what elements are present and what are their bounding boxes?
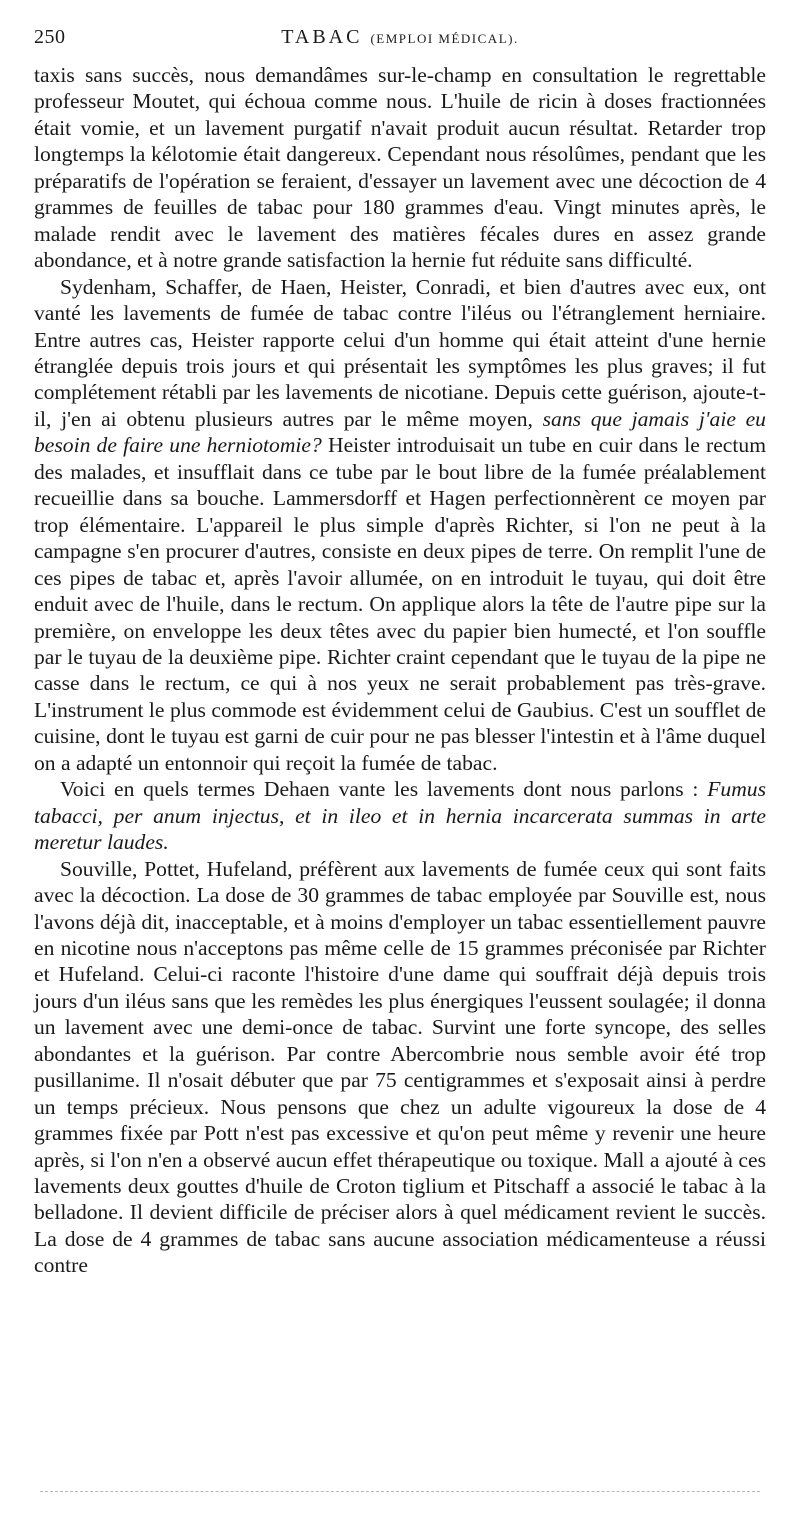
body-text [34, 62, 766, 1279]
footer-rule [40, 1491, 760, 1492]
paragraph-text: Souville, Pottet, Hufeland, préfèrent aux lavements de fumée ceux qui sont faits avec la décoction. La dose de 30 grammes de tabac employée par Souville est, nous l'avons déjà dit, inacceptable, et à moins d'employer un tabac essentiellement pauvre en nicotine nous n'acceptons pas même celle de 15 grammes préconisée par Richter et Hufeland. Celui-ci raconte l'histoire d'une dame qui souffrait déjà depuis trois jours d'un iléus sans que les remèdes les plus énergiques l'eussent soulagée; il donna un lavement avec une demi-once de tabac. Survint une forte syncope, des selles abondantes et la guérison. Par contre Abercombrie nous semble avoir été trop pusillanime. Il n'osait débuter que par 75 centigrammes et s'exposait ainsi à perdre un temps précieux. Nous pensons que chez un adulte vigoureux la dose de 4 grammes fixée par Pott n'est pas excessive et qu'on peut même y revenir une heure après, si l'on n'en a observé aucun effet thérapeutique ou toxique. Mall a ajouté à ces lavements deux gouttes d'huile de Croton tiglium et Pitschaff a associé le tabac à la belladone. Il devient difficile de préciser alors à quel médicament revient le succès. La dose de 4 grammes de tabac sans aucune association médicamenteuse a réussi contre [34, 856, 766, 1278]
paragraph [34, 274, 766, 777]
paragraph-text: taxis sans succès, nous demandâmes sur-le-champ en consultation le regrettable professeur Moutet, qui échoua comme nous. L'huile de ricin à doses fractionnées était vomie, et un lavement purgatif n'avait produit aucun résultat. Retarder trop longtemps la kélotomie était dangereux. Cependant nous résolûmes, pendant que les préparatifs de l'opération se feraient, d'essayer un lavement avec une décoction de 4 grammes de feuilles de tabac pour 180 grammes d'eau. Vingt minutes après, le malade rendit avec le lavement des matières fécales dures en assez grande abondance, et à notre grande satisfaction la hernie fut réduite sans difficulté. [34, 63, 766, 273]
running-header [34, 26, 766, 56]
paragraph [34, 776, 766, 855]
italic-text: sans que jamais j'aie eu besoin de faire une herniotomie? [34, 406, 766, 458]
paragraph-text: Sydenham, Schaffer, de Haen, Heister, Conradi, et bien d'autres avec eux, ont vanté les lavements de fumée de tabac contre l'iléus ou l'étranglement herniaire. Entre autres cas, Heister rapporte celui d'un homme qui était atteint d'une hernie étranglée depuis trois jours et qui présentait les symptômes les plus graves; il fut complétement rétabli par les lavements de nicotiane. Depuis cette guérison, ajoute-t-il, j'en ai obtenu plusieurs autres par le même moyen, [34, 274, 766, 431]
page-number: 250 [34, 26, 66, 48]
running-title [34, 26, 766, 49]
running-title-main: TABAC [281, 26, 363, 48]
running-title-sub: (EMPLOI MÉDICAL). [370, 31, 519, 46]
paragraph-text: Voici en quels termes Dehaen vante les lavements dont nous parlons : [60, 777, 708, 802]
paragraph [34, 62, 766, 274]
paragraph-text: Heister introduisait un tube en cuir dans le rectum des malades, et insufflait dans ce tube par le bout libre de la fumée préalablement recueillie dans sa bouche. Lammersdorff et Hagen perfectionnèrent ce moyen par trop élémentaire. L'appareil le plus simple d'après Richter, si l'on ne peut à la campagne s'en procurer d'autres, consiste en deux pipes de terre. On remplit l'une de ces pipes de tabac et, après l'avoir allumée, on en introduit le tuyau, qui doit être enduit avec de l'huile, dans le rectum. On applique alors la tête de l'autre pipe sur la première, on enveloppe les deux têtes avec du papier bien humecté, et l'on souffle par le tuyau de la deuxième pipe. Richter craint cependant que le tuyau de la pipe ne casse dans le rectum, ce qui à nos yeux ne serait probablement pas très-grave. L'instrument le plus commode est évidemment celui de Gaubius. C'est un soufflet de cuisine, dont le tuyau est garni de cuir pour ne pas blesser l'intestin et à l'âme duquel on a adapté un entonnoir qui reçoit la fumée de tabac. [34, 433, 766, 775]
italic-text: Fumus tabacci, per anum injectus, et in ileo et in hernia incarcerata summas in arte meretur laudes. [34, 777, 766, 855]
paragraph [34, 856, 766, 1279]
